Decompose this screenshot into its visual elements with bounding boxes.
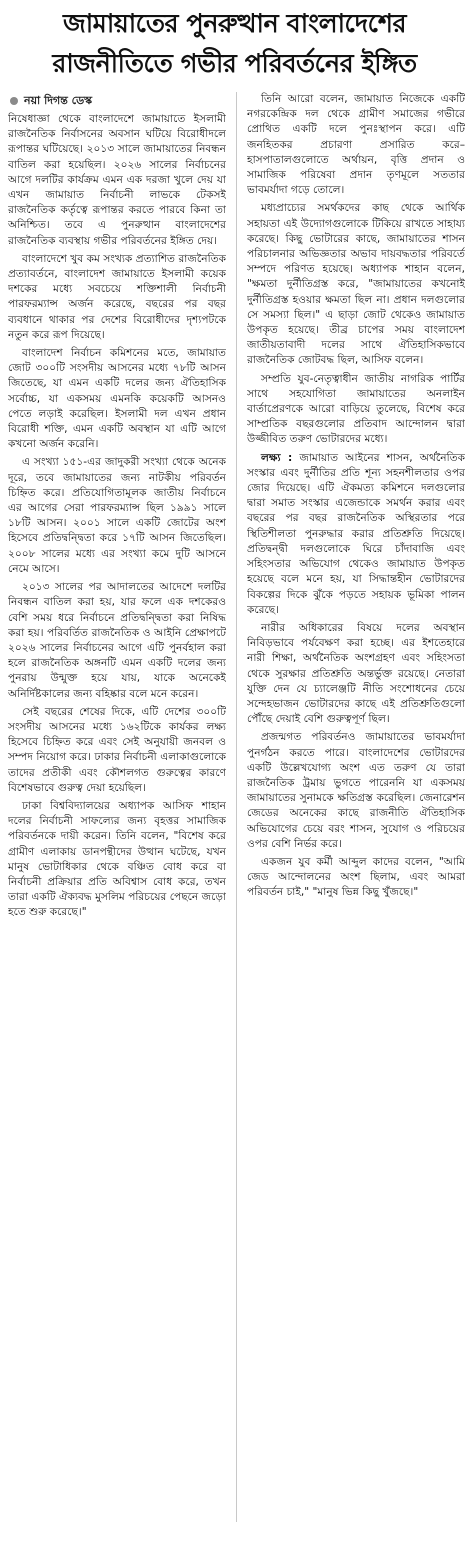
paragraph: বাংলাদেশ নির্বাচন কমিশনের মতে, জামায়াত জোট ৩০০টি সংসদীয় আসনের মধ্যে ৭৮টি আসন জিতেছে, যা এমন একটি দলের জন্য ঐতিহাসিক সর্বোচ্চ, যা একসময় এমনকি কয়েকটি আসনও পেতে লড়াই করেছিল। ইসলামী দল এখন প্রধান বিরোধী শক্তি, এমন একটি অবস্থান যা এটি আগে কখনো অর্জন করেনি। (8, 347, 226, 451)
headline-line-2: রাজনীতিতে গভীর পরিবর্তনের ইঙ্গিত (52, 49, 417, 79)
paragraph: নারীর অধিকারের বিষয়ে দলের অবস্থান নিবিড়ভাবে পর্যবেক্ষণ করা হচ্ছে। এর ইশতেহারে নারী শিক্ষা, অর্থনৈতিক অংশগ্রহণ এবং সহিংসতা থেকে সুরক্ষার প্রতিশ্রুতি অন্তর্ভুক্ত রয়েছে। নেতারা যুক্তি দেন যে চ্যালেঞ্জটি নীতি সংশোধনের চেয়ে সন্দেহভাজন ভোটারদের কাছে এই প্রতিশ্রুতিগুলো পৌঁছে দেয়াই বেশি গুরুত্বপূর্ণ ছিল। (247, 621, 465, 726)
section-label: লক্ষ্য : (261, 451, 293, 464)
paragraph: নিষেধাজ্ঞা থেকে বাংলাদেশে জামায়াতে ইসলামী রাজনৈতিক নির্বাসনের অবসান ঘটিয়ে বিরোধীদলে রূপান্তর ঘটিয়েছে। ২০১৩ সালে জামায়াতের নিবন্ধন বাতিল করা হয়েছিল। ২০২৬ সালের নির্বাচনের আগে দলটির কার্যক্রম এমন এক দরজা খুলে দেয় যা এখন জামায়াত নির্বাচনী লাভকে টেকসই রাজনৈতিক কর্তৃত্বে রূপান্তর করতে পারবে কিনা তা অনিশ্চিত। তবে এ পুনরুত্থান বাংলাদেশের রাজনৈতিক ব্যবস্থায় গভীর পরিবর্তনের ইঙ্গিত দেয়। (8, 113, 226, 247)
bullet-icon (10, 97, 18, 105)
paragraph-text: জামায়াত আইনের শাসন, অর্থনৈতিক সংস্কার এবং দুর্নীতির প্রতি শূন্য সহনশীলতার ওপর জোর দিয়েছে। এটি ঐকমত্য কমিশনে দলগুলোর দ্বারা সমাত সংস্কার এজেন্ডাকে সমর্থন করার এবং বছরের পর বছর রাজনৈতিক অস্থিরতার পরে স্থিতিশীলতা পুনরুদ্ধার করার প্রতিশ্রুতি দিয়েছে। প্রতিদ্বন্দ্বী দলগুলোকে ঘিরে চাঁদাবাজি এবং সহিংসতার অভিযোগ থেকেও জামায়াত উপকৃত হয়েছে বলে মনে হয়, যা সিদ্ধান্তহীন ভোটারদের বিকল্পের দিকে ঝুঁকে পড়তে সহায়ক ভূমিকা পালন করেছে। (247, 451, 465, 616)
paragraph: বাংলাদেশে খুব কম সংখ্যক প্রত্যাশিত রাজনৈতিক প্রত্যাবর্তনে, বাংলাদেশ জামায়াতে ইসলামী কয়েক দশকের মধ্যে সবচেয়ে শক্তিশালী নির্বাচনী পারফরম্যান্স অর্জন করেছে, বছরের পর বছর ব্যবধানে থাকার পর দেশের বিরোধীদের দৃশ্যপটকে নতুন করে রূপ দিয়েছে। (8, 252, 226, 341)
paragraph: প্রজন্মগত পরিবর্তনও জামায়াতের ভাবমর্যাদা পুনর্গঠন করতে পারে। বাংলাদেশের ভোটারদের একটি উল্লেখযোগ্য অংশ এত তরুণ যে তারা রাজনৈতিক ট্রমায় ভুগতে পারেননি যা একসময় জামায়াতের সুনামকে ক্ষতিগ্রস্ত করেছিল। জেনারেশন জেডের অনেকের কাছে রাজনীতি ঐতিহাসিক অভিযোগের চেয়ে বরং শাসন, সুযোগ ও পরিচয়ের ওপর বেশি নির্ভর করে। (247, 731, 465, 850)
paragraph: ২০১৩ সালের পর আদালতের আদেশে দলটির নিবন্ধন বাতিল করা হয়, যার ফলে এক দশকেরও বেশি সময় ধরে নির্বাচনে প্রতিদ্বন্দ্বিতা করা নিষিদ্ধ করা হয়। পরিবর্তিত রাজনৈতিক ও আইনি প্রেক্ষাপটে ২০২৬ সালের নির্বাচনের আগে এটি পুনর্বহাল করা হলে রাজনৈতিক অঙ্গনটি এমন একটি দলের জন্য পুনরায় উন্মুক্ত হয়ে যায়, যাকে অনেকেই অনির্দিষ্টকালের জন্য বহিষ্কার বলে মনে করেন। (8, 581, 226, 700)
paragraph: সেই বছরের শেষের দিকে, এটি দেশের ৩০০টি সংসদীয় আসনের মধ্যে ১৬২টিকে কার্যকর লক্ষ্য হিসেবে চিহ্নিত করে এবং সেই অনুযায়ী জনবল ও সম্পদ নিয়োগ করে। ঢাকার নির্বাচনী এলাকাগুলোকে তাদের প্রতীকী এবং কৌশলগত গুরুত্বের কারণে বিশেষভাবে গুরুত্ব দেয়া হয়েছিল। (8, 705, 226, 794)
paragraph: ঢাকা বিশ্ববিদ্যালয়ের অধ্যাপক আসিফ শাহান দলের নির্বাচনী সাফল্যের জন্য বৃহত্তর সামাজিক পরিবর্তনকে দায়ী করেন। তিনি বলেন, "বিশেষ করে গ্রামীণ এলাকায় ডানপন্থীদের উত্থান ঘটেছে, যখন মানুষ ভোটাধিকার থেকে বঞ্চিত বোধ করে বা নির্বাচনী প্রক্রিয়ার প্রতি অবিশ্বাস বোধ করে, তখন তারা একটি ঐক্যবদ্ধ মুসলিম পরিচয়ের পেছনে জড়ো হতে শুরু করেছে।" (8, 799, 226, 919)
paragraph: সম্প্রতি যুব-নেতৃত্বাধীন জাতীয় নাগরিক পার্টির সাথে সহযোগিতা জামায়াতের অনলাইন বার্তাপ্রেরণকে আরো বাড়িয়ে তুলেছে, বিশেষ করে সাম্প্রতিক বছরগুলোর প্রতিবাদ আন্দোলন দ্বারা উজ্জীবিত তরুণ ভোটারদের মধ্যে। (247, 372, 465, 446)
paragraph: একজন যুব কর্মী আব্দুল কাদের বলেন, "আমি জেড আন্দোলনের অংশ ছিলাম, এবং আমরা পরিবর্তন চাই," "মানুষ ভিন্ন কিছু খুঁজছে।" (247, 855, 465, 899)
byline-text: নয়া দিগন্ত ডেস্ক (24, 93, 93, 107)
byline (10, 92, 92, 110)
paragraph: এ সংখ্যা ১৫১-এর জাদুকরী সংখ্যা থেকে অনেক দূরে, তবে জামায়াতের জন্য নাটকীয় পরিবর্তন চিহ্নিত করে। প্রতিযোগিতামূলক জাতীয় নির্বাচনে এর আগের সেরা পারফরম্যান্স ছিল ১৯৯১ সালে ১৮টি আসন। ২০০১ সালে একটি জোটের অংশ হিসেবে প্রতিদ্বন্দ্বিতা করে ১৭টি আসন জিতেছিল। ২০০৮ সালের মধ্যে এর সংখ্যা কমে দুটি আসনে নেমে আসে। (8, 456, 226, 575)
article-column-left (8, 112, 226, 1532)
paragraph: মধ্যপ্রাচ্যের সমর্থকদের কাছ থেকে আর্থিক সহায়তা এই উদ্যোগগুলোকে টিকিয়ে রাখতে সাহায্য করেছে। কিছু ভোটারের কাছে, জামায়াতের শাসন পরিচালনার অভিজ্ঞতার অভাব দায়বদ্ধতার পরিবর্তে সম্পদে পরিণত হয়েছে। অধ্যাপক শাহান বলেন, "ক্ষমতা দুর্নীতিগ্রস্ত করে, "জামায়াতের কখনোই দুর্নীতিগ্রস্ত হওয়ার ক্ষমতা ছিল না। প্রধান দলগুলোর সে সমস্যা ছিল।" এ ছাড়া জোট থেকেও জামায়াত উপকৃত হয়েছে। তীব্র চাপের সময় বাংলাদেশ জাতীয়তাবাদী দলের সাথে ঐতিহাসিকভাবে রাজনৈতিক জোটবদ্ধ ছিল, আসিফ বলেন। (247, 202, 465, 367)
paragraph-with-label (247, 451, 465, 618)
headline (6, 4, 463, 84)
column-divider (236, 92, 237, 1522)
article-column-right (247, 92, 465, 1532)
paragraph: তিনি আরো বলেন, জামায়াত নিজেকে একটি নগরকেন্দ্রিক দল থেকে গ্রামীণ সমাজের গভীরে প্রোথিত একটি দলে পুনঃস্থাপন করে। এটি জনহিতকর প্রচারণা প্রসারিত করে– হাসপাতালগুলোতে অর্থায়ন, বৃত্তি প্রদান ও সামাজিক পরিষেবা প্রদান তৃণমূলে সততার ভাবমর্যাদা গড়ে তোলে। (247, 93, 465, 197)
headline-line-1: জামায়াতের পুনরুত্থান বাংলাদেশের (62, 9, 407, 39)
